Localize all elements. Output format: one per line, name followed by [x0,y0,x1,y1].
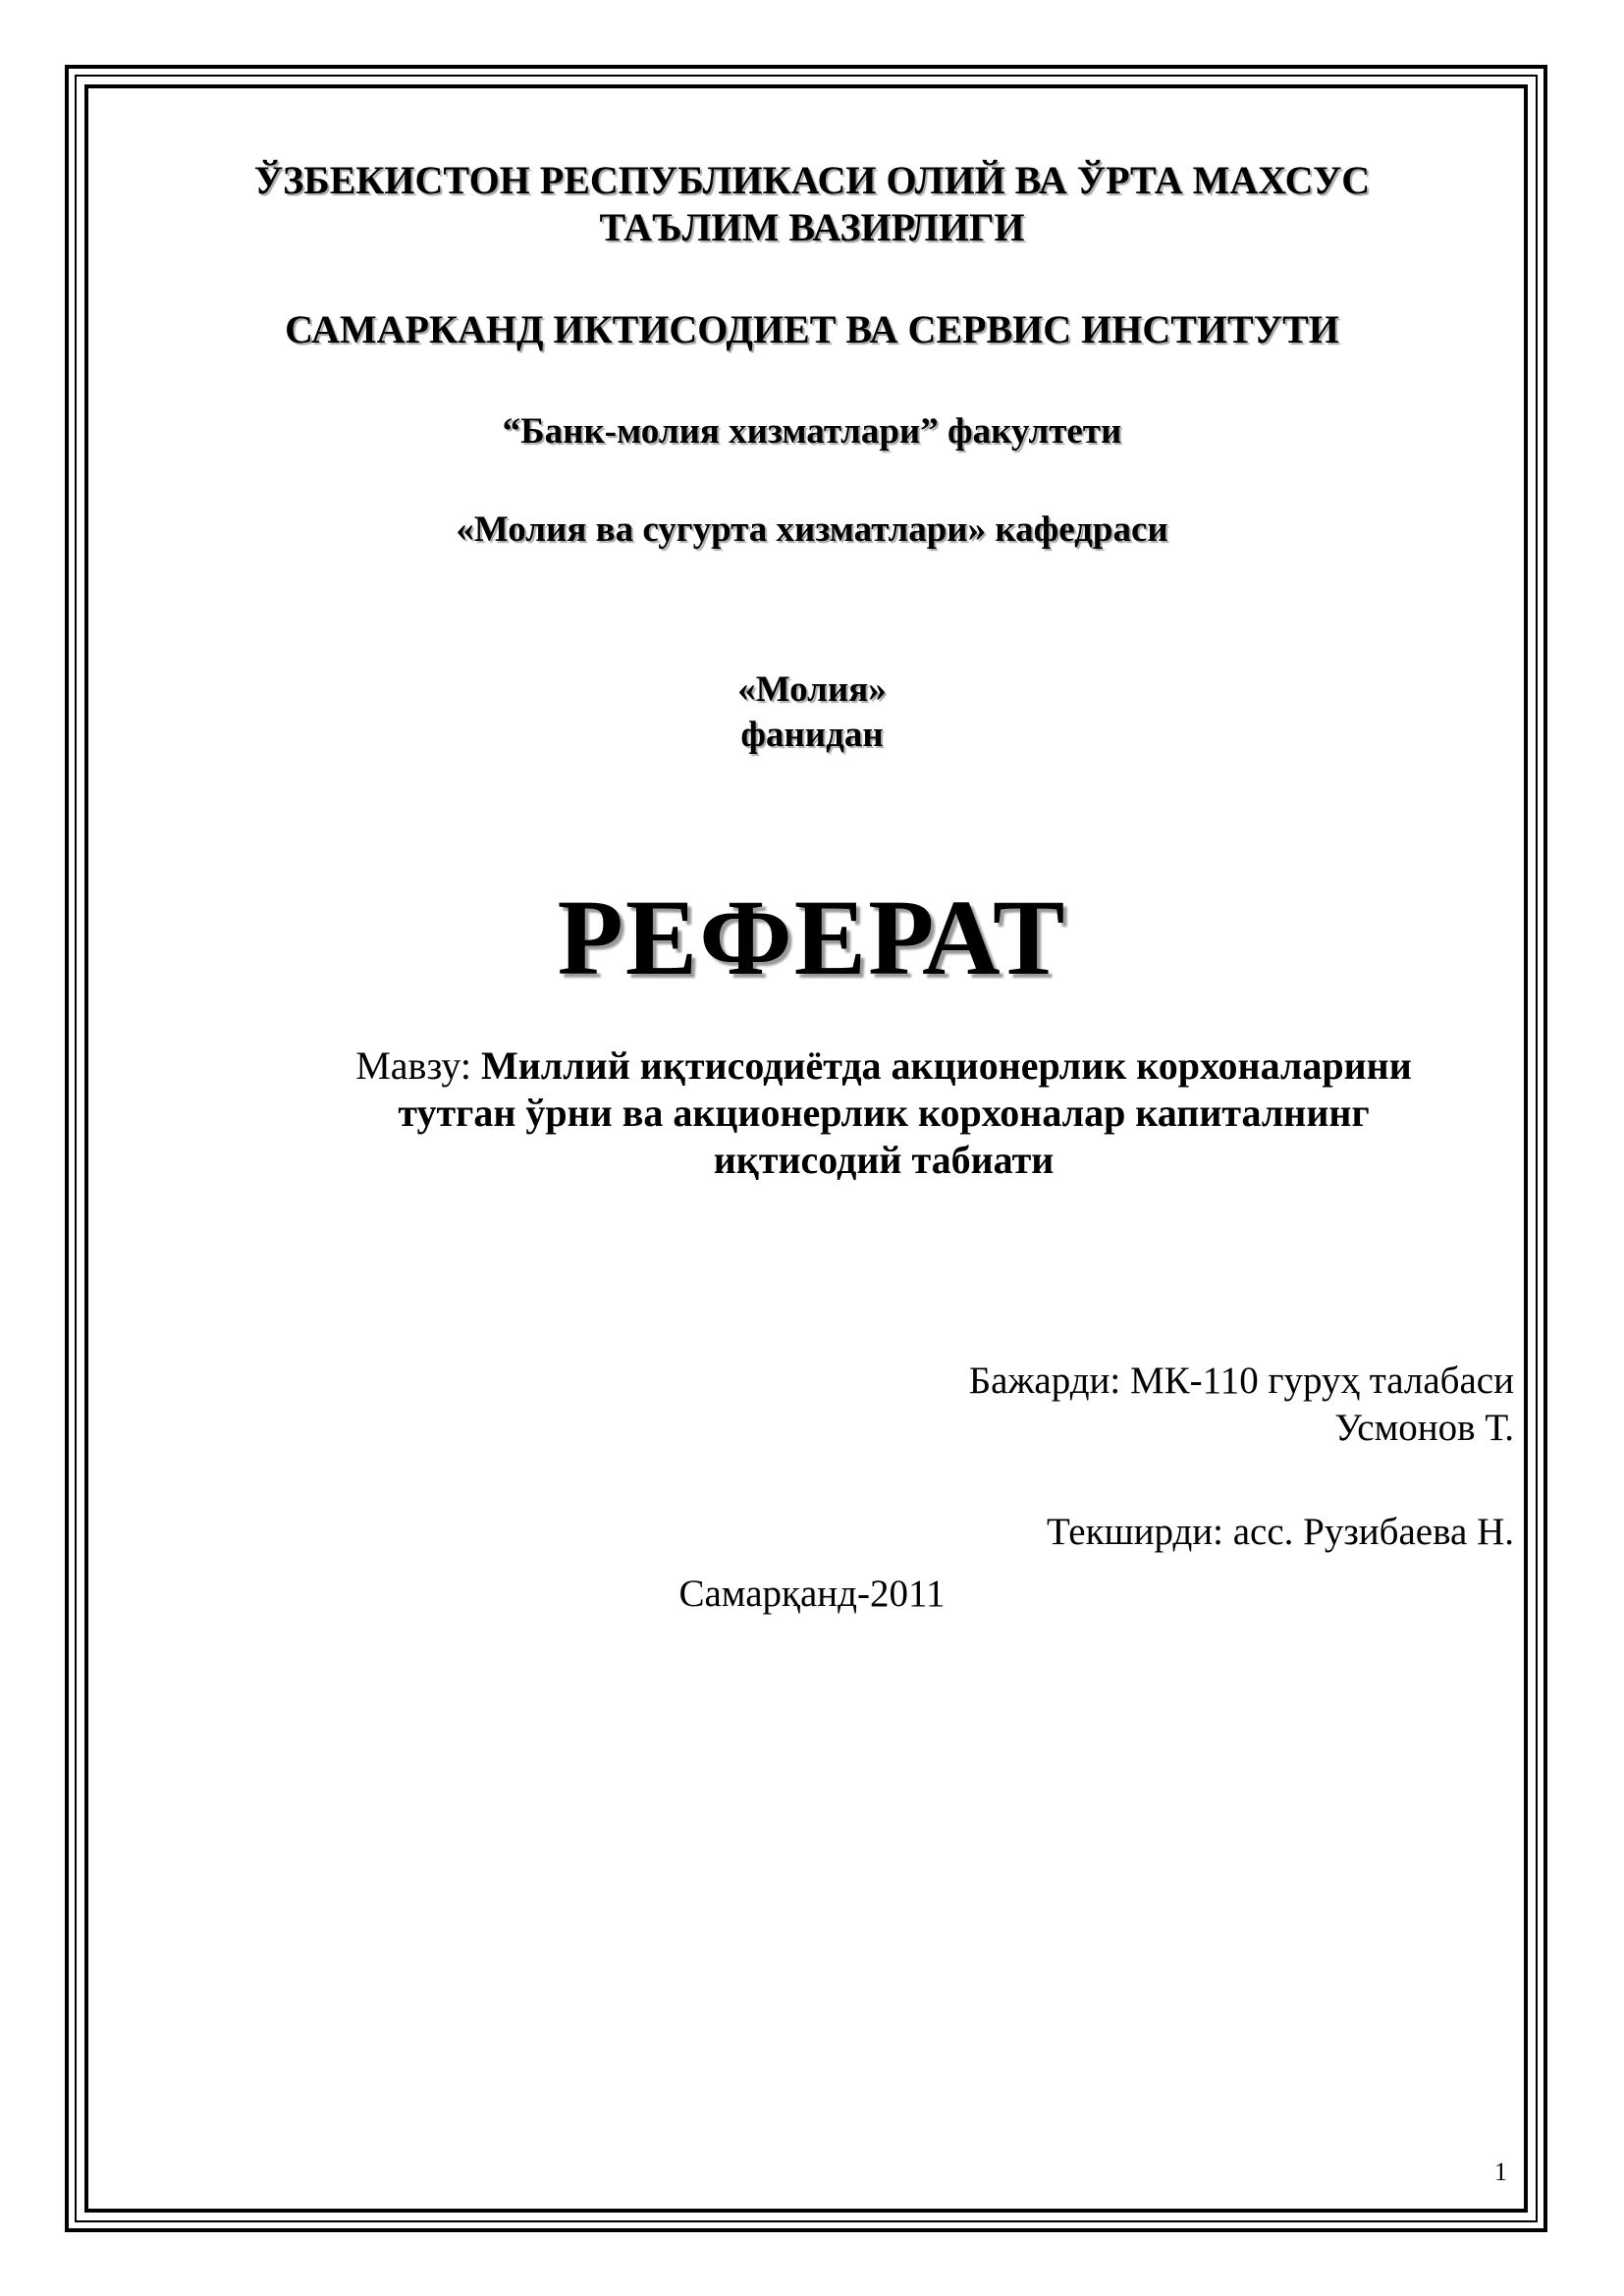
subject-block [118,667,1506,758]
faculty-heading: “Банк-молия хизматлари” факултети [502,411,1122,452]
performer-name: Усмонов Т. [1334,1407,1514,1449]
institute-heading: САМАРКАНД ИКТИСОДИЕТ ВА СЕРВИС ИНСТИТУТИ [285,307,1339,351]
performer-line-1: Бажарди: МК-110 гуруҳ талабаси [968,1360,1514,1402]
topic-title-line-2: тутган ўрни ва акционерлик корхоналар капиталнинг [398,1091,1370,1135]
topic-label: Мавзу: [355,1043,471,1088]
ministry-heading [118,157,1506,251]
document-type-title: РЕФЕРАТ [557,878,1067,997]
subject-suffix: фанидан [740,715,884,755]
performer-block [630,1358,1514,1452]
topic-line-1 [196,1042,1571,1090]
city-year: Самарқанд-2011 [678,1573,946,1615]
topic-title-line-3: иқтисодий табиати [713,1138,1055,1182]
topic-block [196,1042,1571,1184]
checker-line: Текширди: асс. Рузибаева Н. [1046,1511,1514,1553]
checker-block [630,1509,1514,1556]
subject-name: «Молия» [737,669,887,710]
ministry-line-2: ТАЪЛИМ ВАЗИРЛИГИ [599,205,1025,249]
topic-title-line-1: Миллий иқтисодиётда акционерлик корхоналарини [481,1043,1412,1088]
ministry-line-1: ЎЗБЕКИСТОН РЕСПУБЛИКАСИ ОЛИЙ ВА ЎРТА МАХСУС [253,158,1371,202]
page-number: 1 [1494,2158,1507,2186]
department-heading: «Молия ва сугурта хизматлари» кафедраси [456,509,1168,550]
